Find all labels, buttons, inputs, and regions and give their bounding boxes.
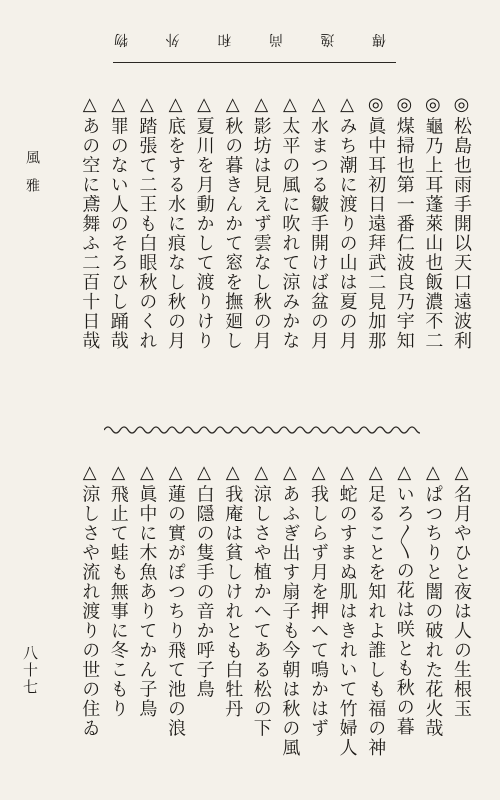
page-number: 八十七 [21,645,39,696]
poem-line: ◎煤掃也第一番仁波良乃宇知 [393,94,415,351]
poem-line: ◎松島也雨手開以天口遠波利 [451,94,472,351]
poem-line: △影坊は見えず雲なし秋の月 [250,94,272,351]
poem-line: △足ることを知れよ誰しも福の神 [365,462,387,758]
header-rule [113,62,396,63]
poem-line: △秋の暮きんかて窓を撫廻し [222,94,244,351]
poem-line: ◎龜乃上耳蓬萊山也飯濃不二 [422,94,444,351]
poem-line: △夏川を月動かして渡りけり [193,94,215,351]
running-header [114,30,386,50]
poem-line: △あの空に鳶舞ふ二百十日哉 [79,94,101,351]
wavy-divider [104,423,420,437]
header-char: 外 [165,31,180,47]
wavy-divider-line [104,427,420,433]
poem-line: △太平の風に吹れて涼みかな [279,94,301,351]
poem-line: △白隱の隻手の音か呼子鳥 [193,462,215,699]
poem-line: △我しらず月を押へて鳴かはず [308,462,329,738]
poem-line: △蛇のすまぬ肌はきれいて竹婦人 [336,462,358,758]
poem-line: △我庵は貧しけれとも白牡丹 [222,462,244,719]
poem-line: △罪のない人のそろひし踊哉 [107,94,129,351]
poem-line: △水まつる皺手開けば盆の月 [308,94,329,351]
poem-line: △名月やひと夜は人の生根玉 [451,462,472,719]
poem-line: △踏張て二王も白眼秋のくれ [136,94,158,351]
header-char: 尚 [268,31,283,47]
header-char: 和 [217,31,232,47]
poem-line: △飛止て蛙も無事に冬こもり [107,462,129,719]
poem-line: △ぱつちりと闇の破れた花火哉 [422,462,444,738]
section-label: 風雅 [24,150,40,206]
poem-line: △底をする水に痕なし秋の月 [165,94,186,351]
poem-line: △涼しさや流れ渡りの世の住ゐ [79,462,101,738]
poem-line: ◎眞中耳初日遠拜武二見加那 [365,94,387,351]
poem-line: △蓮の實がぽつちり飛て池の浪 [165,462,186,738]
poem-line: △眞中に木魚ありてかん子鳥 [136,462,158,719]
poem-line: △みち潮に渡りの山は夏の月 [336,94,358,351]
poem-line: △涼しさや植かへてある松の下 [250,462,272,738]
poem-line: △あふぎ出す扇子も今朝は秋の風 [279,462,301,758]
header-char: 傳 [372,31,386,47]
header-char: 逸 [320,31,335,47]
header-char: 物 [114,31,129,47]
poem-line: △いろ〱の花は咲とも秋の暮 [393,462,415,737]
